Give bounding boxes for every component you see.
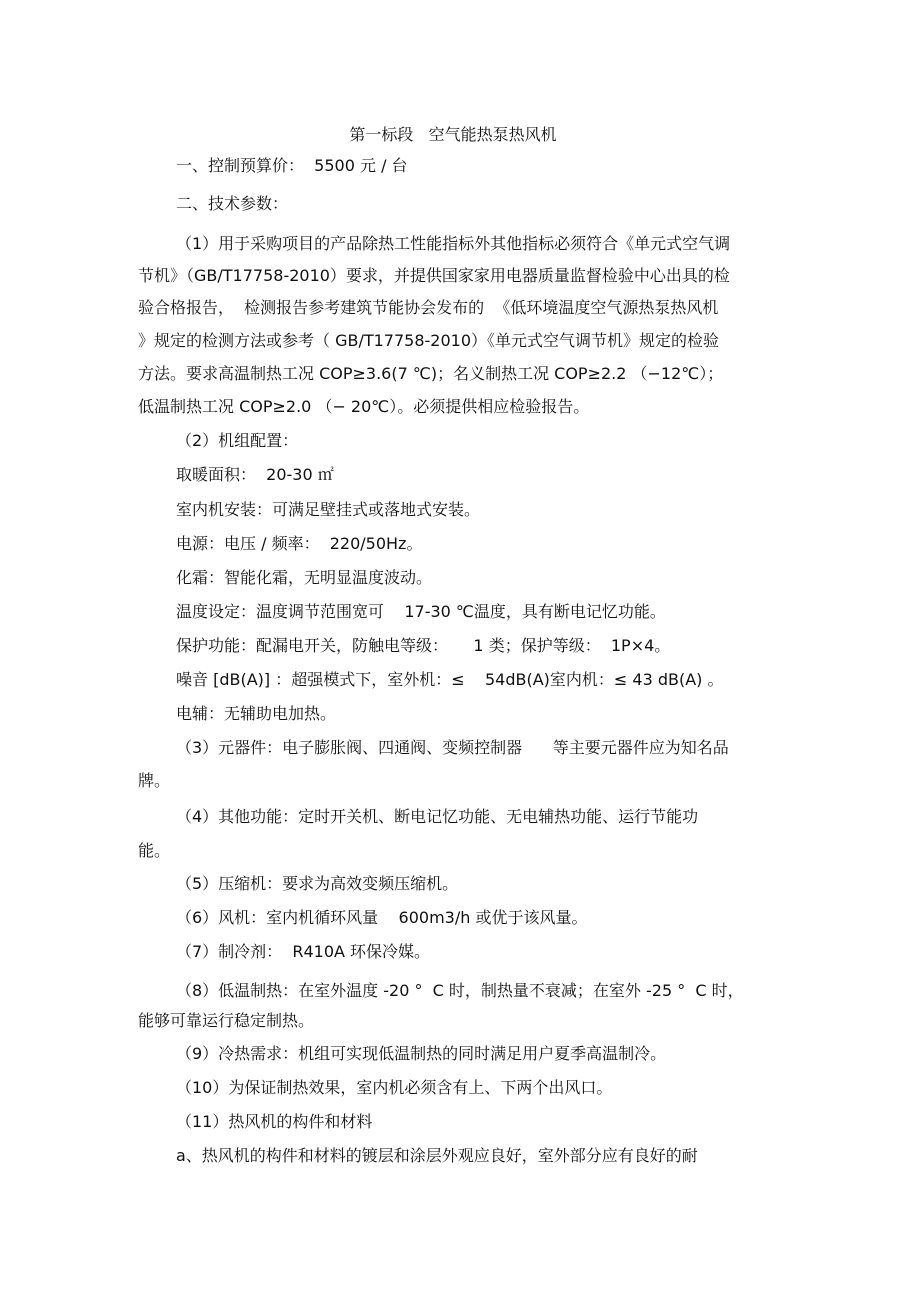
- paragraph-line: 能。: [138, 841, 171, 860]
- document-title: 第一标段 空气能热泵热风机: [349, 125, 557, 144]
- paragraph-line: （4）其他功能：定时开关机、断电记忆功能、无电辅热功能、运行节能功: [176, 807, 699, 826]
- config-item: 温度设定：温度调节范围宽可 17-30 ℃温度，具有断电记忆功能。: [176, 602, 666, 621]
- config-item: 噪音 [dB(A)] ：超强模式下，室外机：≤ 54dB(A)室内机：≤ 43 dB(A) 。: [176, 670, 724, 689]
- config-item: 电辅：无辅助电加热。: [176, 704, 337, 723]
- paragraph-line: （6）风机：室内机循环风量 600m3/h 或优于该风量。: [176, 908, 588, 927]
- paragraph-line: 低温制热工况 COP≥2.0 （− 20℃）。必须提供相应检验报告。: [138, 397, 590, 416]
- paragraph-line: （5）压缩机：要求为高效变频压缩机。: [176, 874, 459, 893]
- paragraph-line: 方法。要求高温制热工况 COP≥3.6(7 ℃)；名义制热工况 COP≥2.2 （−12℃）；: [138, 364, 724, 383]
- config-item: 化霜：智能化霜，无明显温度波动。: [176, 568, 433, 587]
- tech-params-heading: 二、技术参数：: [176, 194, 289, 213]
- unit-config-heading: （2）机组配置：: [176, 431, 299, 450]
- config-item: 保护功能：配漏电开关，防触电等级： 1 类；保护等级： 1P×4。: [176, 636, 671, 655]
- paragraph-line: （3）元器件：电子膨胀阀、四通阀、变频控制器 等主要元器件应为知名品: [176, 738, 729, 757]
- paragraph-line: 牌。: [138, 771, 171, 790]
- paragraph-line: （8）低温制热：在室外温度 -20 ° C 时，制热量不衰减；在室外 -25 ° C 时，: [176, 981, 744, 1000]
- paragraph-line: 节机》（GB/T17758-2010）要求，并提供国家家用电器质量监督检验中心出具的检: [138, 266, 730, 285]
- config-item: 室内机安装：可满足壁挂式或落地式安装。: [176, 500, 481, 519]
- paragraph-line: （11）热风机的构件和材料: [176, 1112, 373, 1131]
- paragraph-line: （9）冷热需求：机组可实现低温制热的同时满足用户夏季高温制冷。: [176, 1044, 667, 1063]
- paragraph-line: 能够可靠运行稳定制热。: [138, 1011, 315, 1030]
- paragraph-line: a、热风机的构件和材料的镀层和涂层外观应良好，室外部分应有良好的耐: [176, 1146, 698, 1165]
- config-item: 取暖面积： 20-30 ㎡: [176, 465, 334, 484]
- paragraph-line: 验合格报告， 检测报告参考建筑节能协会发布的 《低环境温度空气源热泵热风机: [138, 298, 719, 317]
- config-item: 电源：电压 / 频率： 220/50Hz。: [176, 534, 423, 553]
- paragraph-line: （10）为保证制热效果，室内机必须含有上、下两个出风口。: [176, 1078, 613, 1097]
- paragraph-line: （1）用于采购项目的产品除热工性能指标外其他指标必须符合《单元式空气调: [176, 234, 731, 253]
- paragraph-line: （7）制冷剂： R410A 环保冷媒。: [176, 942, 431, 961]
- paragraph-line: 》规定的检测方法或参考（ GB/T17758-2010）《单元式空气调节机》规定的检验: [138, 331, 720, 350]
- budget-line: 一、控制预算价： 5500 元 / 台: [176, 156, 408, 175]
